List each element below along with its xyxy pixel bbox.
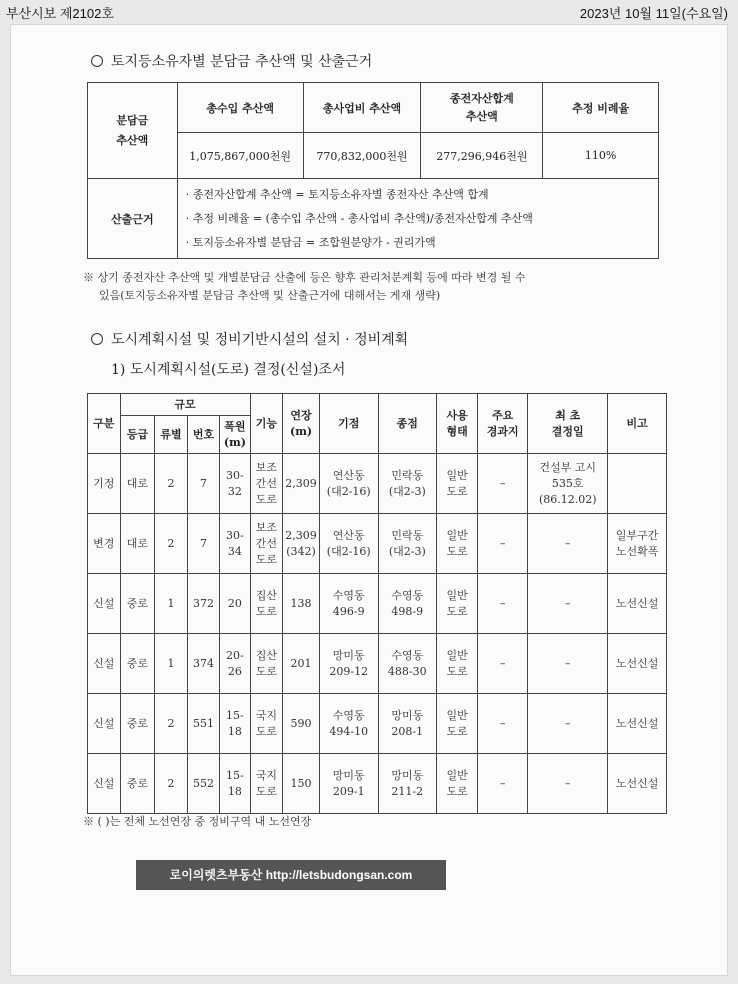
cell-remarks: 노선신설 bbox=[608, 694, 667, 754]
section2-title: 도시계획시설 및 정비기반시설의 설치 · 정비계획 bbox=[111, 332, 409, 348]
cell-grade: 대로 bbox=[120, 454, 155, 514]
header-length: 연장 (m) bbox=[283, 394, 320, 454]
circle-bullet-icon bbox=[91, 333, 103, 345]
basis-line: · 종전자산합계 추산액 = 토지등소유자별 종전자산 추산액 합계 bbox=[185, 187, 489, 201]
header-number: 번호 bbox=[187, 416, 220, 454]
row-label-estimate: 분담금 추산액 bbox=[88, 83, 178, 179]
section1-note bbox=[83, 269, 683, 305]
col-header: 총사업비 추산액 bbox=[303, 83, 421, 133]
header-start: 기점 bbox=[319, 394, 378, 454]
cell-length: 2,309 (342) bbox=[283, 514, 320, 574]
cell-function: 집산 도로 bbox=[250, 574, 283, 634]
cell-gubun: 신설 bbox=[88, 754, 121, 814]
road-rows bbox=[88, 454, 667, 814]
cell-gubun: 신설 bbox=[88, 694, 121, 754]
cell-number: 551 bbox=[187, 694, 220, 754]
cell-via: – bbox=[478, 574, 528, 634]
cell-via: – bbox=[478, 514, 528, 574]
cell-usage: 일반 도로 bbox=[437, 514, 478, 574]
cell-length: 590 bbox=[283, 694, 320, 754]
cell-end: 민락동 (대2-3) bbox=[378, 454, 437, 514]
value-cell: 110% bbox=[543, 133, 659, 179]
cell-function: 집산 도로 bbox=[250, 634, 283, 694]
cell-function: 보조 간선 도로 bbox=[250, 514, 283, 574]
header-gubun: 구분 bbox=[88, 394, 121, 454]
cell-length: 138 bbox=[283, 574, 320, 634]
cell-remarks: 노선신설 bbox=[608, 634, 667, 694]
cell-usage: 일반 도로 bbox=[437, 454, 478, 514]
section1-title: 토지등소유자별 분담금 추산액 및 산출근거 bbox=[111, 54, 373, 70]
road-plan-table bbox=[87, 393, 667, 814]
cell-gubun: 신설 bbox=[88, 574, 121, 634]
header-grade: 등급 bbox=[120, 416, 155, 454]
cell-class: 2 bbox=[155, 454, 188, 514]
table-row bbox=[88, 514, 667, 574]
cell-remarks: 노선신설 bbox=[608, 754, 667, 814]
cell-length: 150 bbox=[283, 754, 320, 814]
cell-number: 552 bbox=[187, 754, 220, 814]
table-row bbox=[88, 754, 667, 814]
col-header: 총수입 추산액 bbox=[177, 83, 303, 133]
section2-heading bbox=[91, 329, 408, 349]
cell-class: 1 bbox=[155, 574, 188, 634]
cell-start: 연산동 (대2-16) bbox=[319, 514, 378, 574]
cell-end: 민락동 (대2-3) bbox=[378, 514, 437, 574]
cell-gubun: 신설 bbox=[88, 634, 121, 694]
header-first-decision: 최 초 결정일 bbox=[528, 394, 608, 454]
value-cell: 277,296,946천원 bbox=[421, 133, 543, 179]
cell-first-decision: – bbox=[528, 574, 608, 634]
value-cell: 1,075,867,000천원 bbox=[177, 133, 303, 179]
cell-gubun: 기정 bbox=[88, 454, 121, 514]
header-width: 폭원 (m) bbox=[220, 416, 250, 454]
cell-via: – bbox=[478, 754, 528, 814]
cell-width: 30- 32 bbox=[220, 454, 250, 514]
cell-first-decision: – bbox=[528, 634, 608, 694]
note-line: 있음(토지등소유자별 분담금 추산액 및 산출근거에 대해서는 게재 생략) bbox=[99, 289, 441, 302]
cell-width: 20 bbox=[220, 574, 250, 634]
cell-start: 연산동 (대2-16) bbox=[319, 454, 378, 514]
contribution-table bbox=[87, 82, 659, 259]
cell-end: 망미동 208-1 bbox=[378, 694, 437, 754]
cell-usage: 일반 도로 bbox=[437, 574, 478, 634]
cell-number: 374 bbox=[187, 634, 220, 694]
cell-first-decision: – bbox=[528, 694, 608, 754]
cell-grade: 중로 bbox=[120, 634, 155, 694]
cell-start: 망미동 209-12 bbox=[319, 634, 378, 694]
table-row bbox=[88, 634, 667, 694]
cell-class: 2 bbox=[155, 694, 188, 754]
value-cell: 770,832,000천원 bbox=[303, 133, 421, 179]
col-header: 종전자산합계 추산액 bbox=[421, 83, 543, 133]
cell-function: 국지 도로 bbox=[250, 754, 283, 814]
header-scale: 규모 bbox=[120, 394, 250, 416]
cell-width: 15- 18 bbox=[220, 694, 250, 754]
cell-end: 수영동 498-9 bbox=[378, 574, 437, 634]
col-header: 추정 비례율 bbox=[543, 83, 659, 133]
cell-number: 7 bbox=[187, 514, 220, 574]
cell-number: 7 bbox=[187, 454, 220, 514]
table-row bbox=[88, 454, 667, 514]
cell-remarks bbox=[608, 454, 667, 514]
header-function: 기능 bbox=[250, 394, 283, 454]
watermark-banner: 로이의렛츠부동산 http://letsbudongsan.com bbox=[136, 860, 446, 890]
section1-heading bbox=[91, 51, 372, 71]
cell-usage: 일반 도로 bbox=[437, 634, 478, 694]
cell-first-decision: 건설부 고시 535호 (86.12.02) bbox=[528, 454, 608, 514]
cell-usage: 일반 도로 bbox=[437, 694, 478, 754]
gazette-issue: 부산시보 제2102호 bbox=[6, 6, 114, 21]
row-label-basis: 산출근거 bbox=[88, 179, 178, 259]
cell-first-decision: – bbox=[528, 514, 608, 574]
cell-usage: 일반 도로 bbox=[437, 754, 478, 814]
cell-remarks: 노선신설 bbox=[608, 574, 667, 634]
cell-grade: 중로 bbox=[120, 754, 155, 814]
cell-end: 망미동 211-2 bbox=[378, 754, 437, 814]
cell-gubun: 변경 bbox=[88, 514, 121, 574]
header-class: 류별 bbox=[155, 416, 188, 454]
gazette-date: 2023년 10월 11일(수요일) bbox=[579, 6, 728, 21]
cell-length: 201 bbox=[283, 634, 320, 694]
cell-start: 수영동 494-10 bbox=[319, 694, 378, 754]
cell-width: 20- 26 bbox=[220, 634, 250, 694]
header-end: 종점 bbox=[378, 394, 437, 454]
cell-start: 수영동 496-9 bbox=[319, 574, 378, 634]
cell-width: 15- 18 bbox=[220, 754, 250, 814]
cell-remarks: 일부구간 노선확폭 bbox=[608, 514, 667, 574]
basis-line: · 추정 비례율 = (총수입 추산액 - 총사업비 추산액)/종전자산합계 추산액 bbox=[185, 211, 533, 225]
cell-start: 망미동 209-1 bbox=[319, 754, 378, 814]
cell-width: 30- 34 bbox=[220, 514, 250, 574]
cell-class: 2 bbox=[155, 754, 188, 814]
cell-length: 2,309 bbox=[283, 454, 320, 514]
cell-class: 2 bbox=[155, 514, 188, 574]
header-usage: 사용 형태 bbox=[437, 394, 478, 454]
cell-class: 1 bbox=[155, 634, 188, 694]
cell-end: 수영동 488-30 bbox=[378, 634, 437, 694]
note-line: ※ 상기 종전자산 추산액 및 개별분담금 산출에 등은 향후 관리처분계획 등에 따라 변경 될 수 bbox=[83, 271, 526, 284]
cell-via: – bbox=[478, 634, 528, 694]
cell-function: 국지 도로 bbox=[250, 694, 283, 754]
header-remarks: 비고 bbox=[608, 394, 667, 454]
gazette-header bbox=[0, 0, 738, 22]
table-row bbox=[88, 574, 667, 634]
road-footnote: ※ ( )는 전체 노선연장 중 정비구역 내 노선연장 bbox=[83, 815, 312, 828]
table-row bbox=[88, 694, 667, 754]
document-page bbox=[10, 24, 728, 976]
cell-grade: 대로 bbox=[120, 514, 155, 574]
cell-via: – bbox=[478, 454, 528, 514]
header-via: 주요 경과지 bbox=[478, 394, 528, 454]
cell-grade: 중로 bbox=[120, 694, 155, 754]
cell-via: – bbox=[478, 694, 528, 754]
cell-function: 보조 간선 도로 bbox=[250, 454, 283, 514]
circle-bullet-icon bbox=[91, 55, 103, 67]
basis-line: · 토지등소유자별 분담금 = 조합원분양가 - 권리가액 bbox=[185, 235, 436, 249]
cell-number: 372 bbox=[187, 574, 220, 634]
cell-grade: 중로 bbox=[120, 574, 155, 634]
section2-subtitle: 1) 도시계획시설(도로) 결정(신설)조서 bbox=[111, 362, 346, 378]
basis-cell bbox=[177, 179, 658, 259]
cell-first-decision: – bbox=[528, 754, 608, 814]
